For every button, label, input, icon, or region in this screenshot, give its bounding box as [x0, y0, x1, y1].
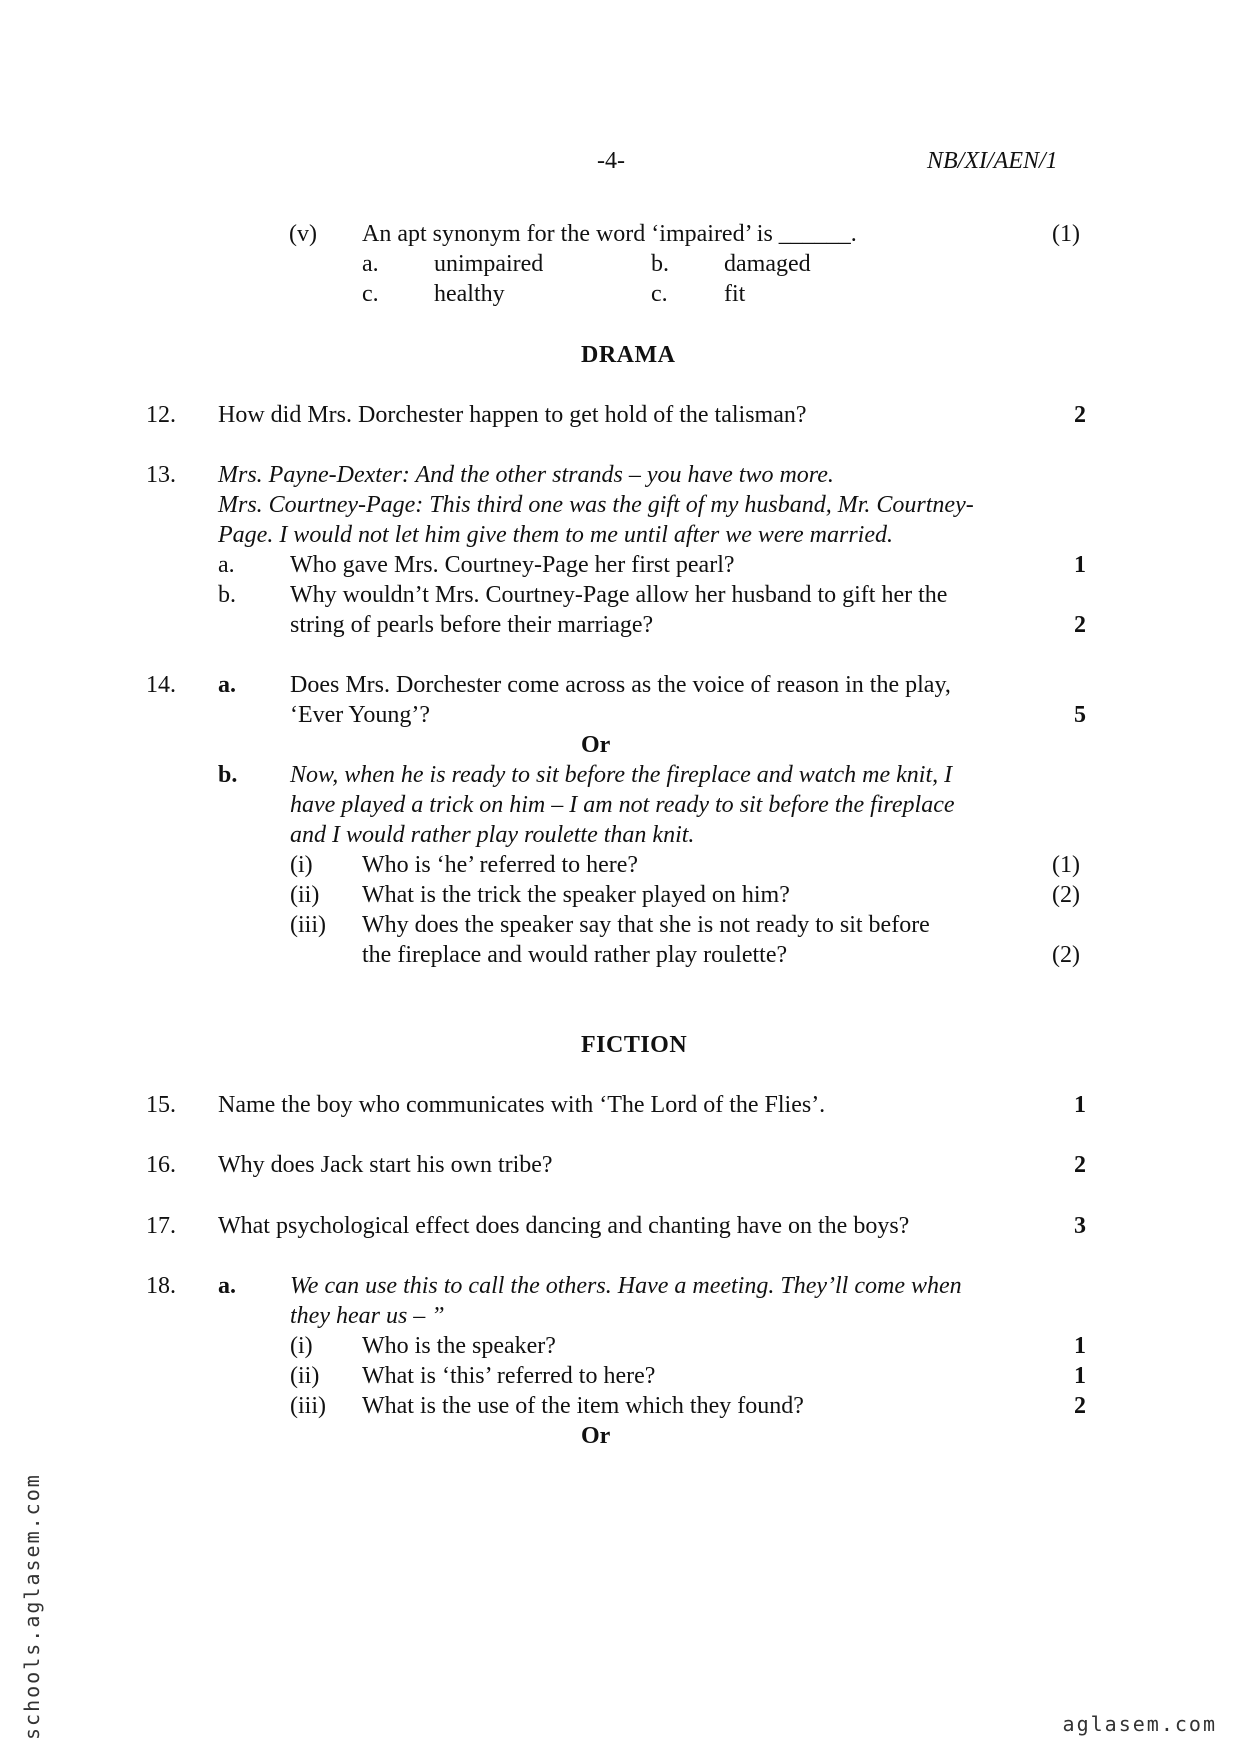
q11v-option-text: healthy — [434, 281, 505, 307]
q14b-sub-text-line: Why does the speaker say that she is not ready to sit before — [362, 912, 930, 938]
q14b-label: b. — [218, 762, 238, 788]
q18a-sub-marks: 1 — [1074, 1333, 1086, 1359]
q14a-text-line: Does Mrs. Dorchester come across as the voice of reason in the play, — [290, 672, 951, 698]
q15-number: 15. — [146, 1092, 176, 1118]
q14b-sub-marks: (2) — [1052, 942, 1080, 968]
q14a-text-line: ‘Ever Young’? — [290, 702, 430, 728]
q18a-label: a. — [218, 1273, 236, 1299]
q11v-option-label: c. — [651, 281, 668, 307]
q18-or: Or — [581, 1423, 611, 1449]
q14b-passage-line: and I would rather play roulette than knit. — [290, 822, 695, 848]
q14b-passage-line: have played a trick on him – I am not ready to sit before the fireplace — [290, 792, 955, 818]
q16-number: 16. — [146, 1152, 176, 1178]
q14-or: Or — [581, 732, 611, 758]
q13b-text-line: string of pearls before their marriage? — [290, 612, 654, 638]
footer-watermark: aglasem.com — [1062, 1712, 1217, 1736]
q17-text: What psychological effect does dancing and chanting have on the boys? — [218, 1213, 910, 1239]
q11v-option-text: unimpaired — [434, 251, 544, 277]
q18a-sub-label: (i) — [290, 1333, 313, 1359]
q11v-option-label: a. — [362, 251, 379, 277]
q14b-sub-label: (i) — [290, 852, 313, 878]
q15-marks: 1 — [1074, 1092, 1086, 1118]
q13a-label: a. — [218, 552, 235, 578]
paper-code: NB/XI/AEN/1 — [927, 148, 1058, 174]
q14a-label: a. — [218, 672, 236, 698]
section-heading-drama: DRAMA — [581, 342, 676, 368]
q15-text: Name the boy who communicates with ‘The Lord of the Flies’. — [218, 1092, 826, 1118]
q18a-sub-label: (ii) — [290, 1363, 320, 1389]
q13-passage-line: Mrs. Payne-Dexter: And the other strands – you have two more. — [218, 462, 834, 488]
q11v-option-text: damaged — [724, 251, 811, 277]
q13-passage-line: Mrs. Courtney-Page: This third one was the gift of my husband, Mr. Courtney- — [218, 492, 974, 518]
q14b-sub-marks: (2) — [1052, 882, 1080, 908]
q18a-sub-text: What is ‘this’ referred to here? — [362, 1363, 656, 1389]
q18a-passage-line: We can use this to call the others. Have a meeting. They’ll come when — [290, 1273, 962, 1299]
q18a-sub-text: What is the use of the item which they found? — [362, 1393, 804, 1419]
q13b-text-line: Why wouldn’t Mrs. Courtney-Page allow her husband to gift her the — [290, 582, 948, 608]
q14b-sub-text: Who is ‘he’ referred to here? — [362, 852, 639, 878]
q14b-sub-marks: (1) — [1052, 852, 1080, 878]
q11v-option-label: b. — [651, 251, 669, 277]
q18a-passage-line: they hear us – ” — [290, 1303, 445, 1329]
q16-marks: 2 — [1074, 1152, 1086, 1178]
q13b-marks: 2 — [1074, 612, 1086, 638]
q14b-passage-line: Now, when he is ready to sit before the fireplace and watch me knit, I — [290, 762, 953, 788]
q13b-label: b. — [218, 582, 236, 608]
q11v-label: (v) — [289, 221, 317, 247]
q18a-sub-marks: 1 — [1074, 1363, 1086, 1389]
section-heading-fiction: FICTION — [581, 1032, 688, 1058]
page-number: -4- — [597, 148, 625, 174]
q11v-marks: (1) — [1052, 221, 1080, 247]
q13-passage-line: Page. I would not let him give them to me until after we were married. — [218, 522, 893, 548]
q18-number: 18. — [146, 1273, 176, 1299]
q17-number: 17. — [146, 1213, 176, 1239]
q14b-sub-text: What is the trick the speaker played on him? — [362, 882, 790, 908]
q18a-sub-marks: 2 — [1074, 1393, 1086, 1419]
q11v-option-text: fit — [724, 281, 746, 307]
q16-text: Why does Jack start his own tribe? — [218, 1152, 553, 1178]
q14-number: 14. — [146, 672, 176, 698]
q18a-sub-label: (iii) — [290, 1393, 326, 1419]
q13a-marks: 1 — [1074, 552, 1086, 578]
q18a-sub-text: Who is the speaker? — [362, 1333, 556, 1359]
q13a-text: Who gave Mrs. Courtney-Page her first pearl? — [290, 552, 735, 578]
q12-number: 12. — [146, 402, 176, 428]
q12-text: How did Mrs. Dorchester happen to get hold of the talisman? — [218, 402, 807, 428]
q17-marks: 3 — [1074, 1213, 1086, 1239]
q12-marks: 2 — [1074, 402, 1086, 428]
q13-number: 13. — [146, 462, 176, 488]
q11v-text: An apt synonym for the word ‘impaired’ is ______. — [362, 221, 857, 247]
q14b-sub-label: (iii) — [290, 912, 326, 938]
side-watermark: schools.aglasem.com — [20, 1473, 44, 1740]
q14a-marks: 5 — [1074, 702, 1086, 728]
q14b-sub-label: (ii) — [290, 882, 320, 908]
q11v-option-label: c. — [362, 281, 379, 307]
q14b-sub-text-line: the fireplace and would rather play roulette? — [362, 942, 788, 968]
